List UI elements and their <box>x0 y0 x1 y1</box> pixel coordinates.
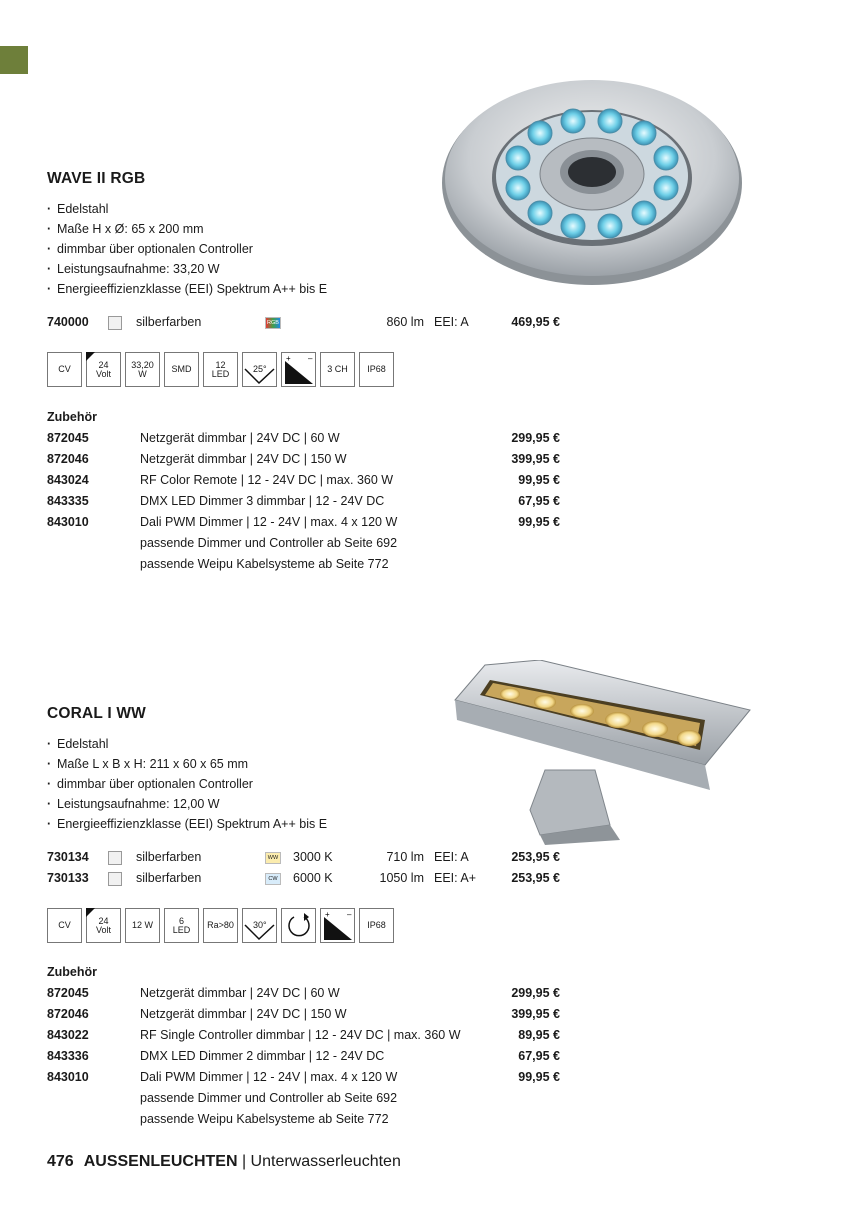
note-text: passende Weipu Kabelsysteme ab Seite 772 <box>140 1112 389 1126</box>
color-swatch <box>108 316 122 330</box>
color-swatch <box>108 851 122 865</box>
color-swatch <box>108 872 122 886</box>
color-name: silberfarben <box>136 850 202 864</box>
article-number: 730134 <box>47 850 89 864</box>
accessory-row <box>47 515 567 536</box>
section-title: AUSSENLEUCHTEN <box>83 1153 238 1170</box>
subsection-title: Unterwasserleuchten <box>250 1153 401 1170</box>
dimming-icon <box>320 908 355 943</box>
article-number: 730133 <box>47 871 89 885</box>
lumen-value: 710 lm <box>386 850 424 864</box>
accessory-price: 99,95 € <box>518 515 560 529</box>
ip-rating-icon: IP68 <box>359 352 394 387</box>
beam-angle-icon <box>242 908 277 943</box>
accessory-price: 399,95 € <box>511 1007 560 1021</box>
accessory-row <box>47 431 567 452</box>
accessory-desc: DMX LED Dimmer 3 dimmbar | 12 - 24V DC <box>140 494 385 508</box>
accessory-code: 843022 <box>47 1028 89 1042</box>
feature-item: · dimmbar über optionalen Controller <box>47 239 327 259</box>
eei-value: EEI: A <box>434 850 469 864</box>
accessory-row <box>47 452 567 473</box>
accessory-price: 299,95 € <box>511 431 560 445</box>
variant-row <box>47 850 567 868</box>
accessory-desc: Dali PWM Dimmer | 12 - 24V | max. 4 x 120 W <box>140 515 398 529</box>
accessory-code: 872045 <box>47 431 89 445</box>
price: 253,95 € <box>511 850 560 864</box>
led-count-label: 12 LED <box>211 359 230 379</box>
accessory-price: 67,95 € <box>518 1049 560 1063</box>
color-name: silberfarben <box>136 315 202 329</box>
smd-icon: SMD <box>164 352 199 387</box>
accessory-desc: Netzgerät dimmbar | 24V DC | 150 W <box>140 1007 347 1021</box>
accessory-desc: Netzgerät dimmbar | 24V DC | 60 W <box>140 431 340 445</box>
accessory-note <box>47 1091 567 1112</box>
price: 253,95 € <box>511 871 560 885</box>
accessory-code: 843335 <box>47 494 89 508</box>
accessory-price: 399,95 € <box>511 452 560 466</box>
page-number: 476 <box>47 1153 74 1170</box>
feature-item: · Energieeffizienzklasse (EEI) Spektrum A++ bis E <box>47 279 327 299</box>
cv-icon: CV <box>47 908 82 943</box>
accessory-code: 843024 <box>47 473 89 487</box>
product-title: WAVE II RGB <box>47 170 146 187</box>
feature-list <box>47 199 327 299</box>
accessory-code: 872045 <box>47 986 89 1000</box>
accessory-note <box>47 557 567 578</box>
accessory-row <box>47 1007 567 1028</box>
eei-value: EEI: A+ <box>434 871 477 885</box>
feature-item: · Edelstahl <box>47 734 327 754</box>
accessory-row <box>47 1028 567 1049</box>
color-temperature: 3000 K <box>293 850 333 864</box>
product-title: CORAL I WW <box>47 705 147 722</box>
voltage-icon <box>86 908 121 943</box>
accessory-note <box>47 536 567 557</box>
variant-row <box>47 871 567 889</box>
accessory-price: 99,95 € <box>518 473 560 487</box>
accessory-price: 67,95 € <box>518 494 560 508</box>
accessory-code: 843010 <box>47 1070 89 1084</box>
feature-item: · Maße L x B x H: 211 x 60 x 65 mm <box>47 754 327 774</box>
accessories-list <box>47 431 567 578</box>
accessory-code: 843336 <box>47 1049 89 1063</box>
accessory-desc: RF Color Remote | 12 - 24V DC | max. 360 W <box>140 473 394 487</box>
accessory-desc: Dali PWM Dimmer | 12 - 24V | max. 4 x 120 W <box>140 1070 398 1084</box>
spec-icon-row <box>47 908 394 943</box>
feature-item: · dimmbar über optionalen Controller <box>47 774 327 794</box>
beam-angle-label: 30° <box>253 920 267 930</box>
voltage-icon <box>86 352 121 387</box>
accessory-desc: Netzgerät dimmbar | 24V DC | 150 W <box>140 452 347 466</box>
led-count-icon <box>164 908 199 943</box>
cv-icon: CV <box>47 352 82 387</box>
accessory-code: 843010 <box>47 515 89 529</box>
beam-angle-label: 25° <box>253 364 267 374</box>
rotate-icon <box>281 908 316 943</box>
voltage-label: 24 Volt <box>95 915 111 935</box>
svg-text:+: + <box>286 354 291 363</box>
article-number: 740000 <box>47 315 89 329</box>
note-text: passende Dimmer und Controller ab Seite 692 <box>140 536 398 550</box>
led-count-label: 6 LED <box>172 915 191 935</box>
accessory-row <box>47 1070 567 1091</box>
accessory-price: 99,95 € <box>518 1070 560 1084</box>
color-name: silberfarben <box>136 871 202 885</box>
dimming-shape <box>282 353 315 386</box>
wattage-icon: 33,20 W <box>125 352 160 387</box>
beam-angle-icon <box>242 352 277 387</box>
section-separator: | <box>237 1153 251 1170</box>
page-footer <box>47 1153 401 1171</box>
warm-white-icon: WW <box>265 852 281 864</box>
accessory-desc: RF Single Controller dimmbar | 12 - 24V DC | max. 360 W <box>140 1028 461 1042</box>
accessory-code: 872046 <box>47 1007 89 1021</box>
eei-value: EEI: A <box>434 315 469 329</box>
lumen-value: 1050 lm <box>379 871 424 885</box>
rotate-shape <box>282 909 315 942</box>
voltage-label: 24 Volt <box>95 359 111 379</box>
accessory-note <box>47 1112 567 1133</box>
spec-icon-row <box>47 352 394 387</box>
feature-item: · Maße H x Ø: 65 x 200 mm <box>47 219 327 239</box>
dimming-shape <box>321 909 354 942</box>
accessories-heading: Zubehör <box>47 965 97 979</box>
accessories-heading: Zubehör <box>47 410 97 424</box>
accessory-row <box>47 494 567 515</box>
svg-text:–: – <box>308 354 313 363</box>
color-temperature: 6000 K <box>293 871 333 885</box>
accessory-desc: DMX LED Dimmer 2 dimmbar | 12 - 24V DC <box>140 1049 385 1063</box>
lumen-value: 860 lm <box>386 315 424 329</box>
feature-item: · Energieeffizienzklasse (EEI) Spektrum A++ bis E <box>47 814 327 834</box>
ip-rating-icon: IP68 <box>359 908 394 943</box>
rgb-light-icon: RGB <box>265 317 281 329</box>
accessory-desc: Netzgerät dimmbar | 24V DC | 60 W <box>140 986 340 1000</box>
variant-row <box>47 315 567 333</box>
feature-list <box>47 734 327 834</box>
feature-item: · Leistungsaufnahme: 12,00 W <box>47 794 327 814</box>
coral-i-ww-product-image <box>445 660 755 845</box>
wattage-icon: 12 W <box>125 908 160 943</box>
accessory-row <box>47 1049 567 1070</box>
note-text: passende Dimmer und Controller ab Seite 692 <box>140 1091 398 1105</box>
svg-text:+: + <box>325 910 330 919</box>
accessory-row <box>47 473 567 494</box>
accessory-price: 299,95 € <box>511 986 560 1000</box>
accessory-code: 872046 <box>47 452 89 466</box>
price: 469,95 € <box>511 315 560 329</box>
dimming-icon <box>281 352 316 387</box>
feature-item: · Edelstahl <box>47 199 327 219</box>
svg-text:–: – <box>347 910 352 919</box>
led-count-icon <box>203 352 238 387</box>
section-color-tab <box>0 46 28 74</box>
accessories-list <box>47 986 567 1133</box>
channels-icon: 3 CH <box>320 352 355 387</box>
wave-ii-rgb-product-image <box>440 78 745 288</box>
feature-item: · Leistungsaufnahme: 33,20 W <box>47 259 327 279</box>
accessory-row <box>47 986 567 1007</box>
cold-white-icon: CW <box>265 873 281 885</box>
note-text: passende Weipu Kabelsysteme ab Seite 772 <box>140 557 389 571</box>
cri-icon: Ra>80 <box>203 908 238 943</box>
accessory-price: 89,95 € <box>518 1028 560 1042</box>
